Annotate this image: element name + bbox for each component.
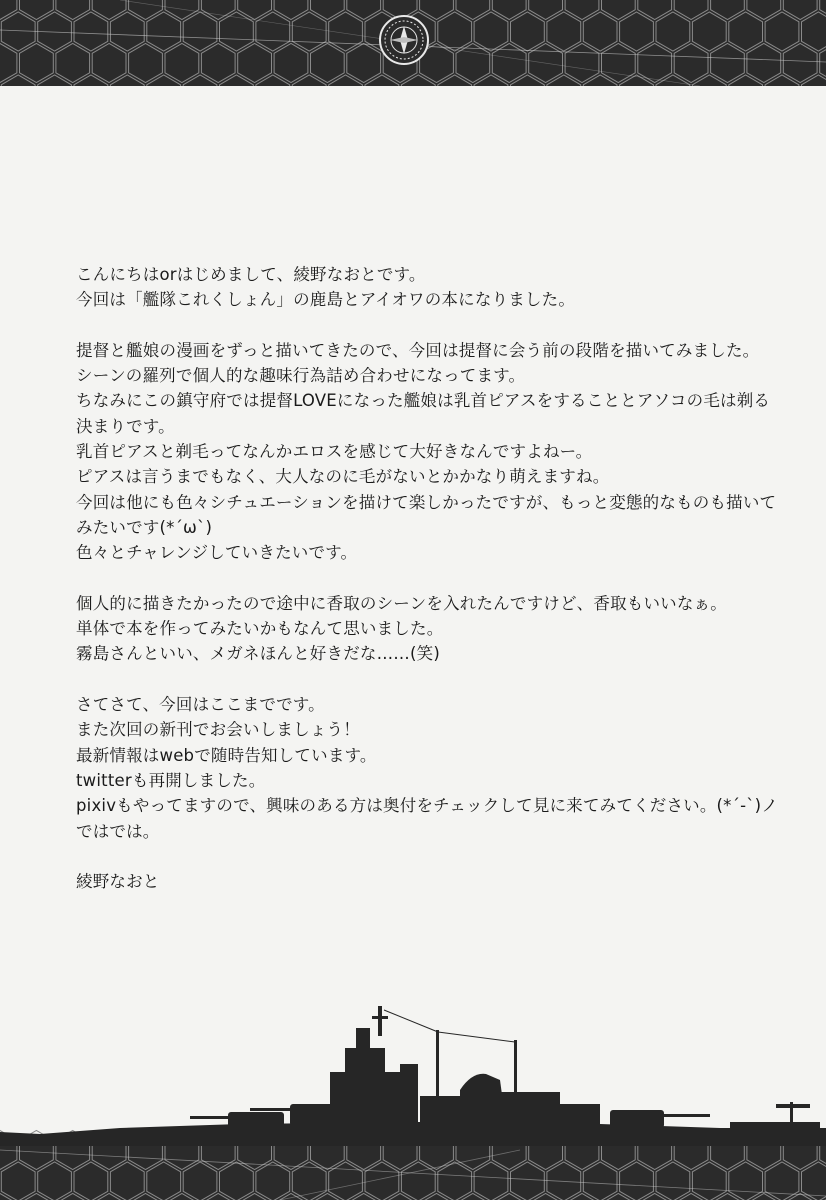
text-line: 色々とチャレンジしていきたいです。 <box>76 543 358 563</box>
text-line: 乳首ピアスと剃毛ってなんかエロスを感じて大好きなんですよねー。 <box>76 442 593 462</box>
text-line: ではでは。 <box>76 821 160 841</box>
text-line: 今回は「艦隊これくしょん」の鹿島とアイオワの本になりました。 <box>76 290 576 310</box>
text-line: pixivもやってますので、興味のある方は奥付をチェックして見に来てみてください。(*´-`)ノ <box>76 796 779 816</box>
text-line: 最新情報はwebで随時告知しています。 <box>76 745 377 765</box>
text-line: さてさて、今回はここまでです。 <box>76 695 325 715</box>
text-line: 提督と艦娘の漫画をずっと描いてきたので、今回は提督に会う前の段階を描いてみました。 <box>76 340 760 360</box>
text-line: 個人的に描きたかったので途中に香取のシーンを入れたんですけど、香取もいいなぁ。 <box>76 593 727 613</box>
text-line: こんにちはorはじめまして、綾野なおとです。 <box>76 265 426 284</box>
text-line: 単体で本を作ってみたいかもなんて思いました。 <box>76 619 444 639</box>
hex-pattern-footer <box>0 1000 826 1200</box>
footer-hex-band <box>0 1000 826 1200</box>
text-line: twitterも再開しました。 <box>76 770 266 790</box>
text-line: 今回は他にも色々シチュエーションを描けて楽しかったですが、もっと変態的なものも描いて <box>76 492 777 512</box>
hex-pattern-header <box>0 0 826 86</box>
text-line: また次回の新刊でお会いしましょう！ <box>76 720 360 740</box>
paragraph-content <box>76 338 796 566</box>
paragraph-greeting <box>76 262 796 313</box>
text-line: みたいです(*´ω`) <box>76 517 213 537</box>
compass-emblem-icon <box>380 16 428 64</box>
battleship-silhouette <box>0 1006 826 1146</box>
paragraph-closing <box>76 692 796 844</box>
text-line: 霧島さんといい、メガネほんと好きだな……(笑) <box>76 644 440 664</box>
text-line: シーンの羅列で個人的な趣味行為詰め合わせになってます。 <box>76 366 526 386</box>
afterword-text <box>76 262 796 894</box>
text-line: 決まりです。 <box>76 416 175 436</box>
text-line: ピアスは言うまでもなく、大人なのに毛がないとかかなり萌えますね。 <box>76 467 610 487</box>
header-hex-band <box>0 0 826 86</box>
author-signature: 綾野なおと <box>76 872 160 892</box>
paragraph-katori <box>76 591 796 667</box>
text-line: ちなみにこの鎮守府では提督LOVEになった艦娘は乳首ピアスをすることとアソコの毛は剃る <box>76 391 771 411</box>
